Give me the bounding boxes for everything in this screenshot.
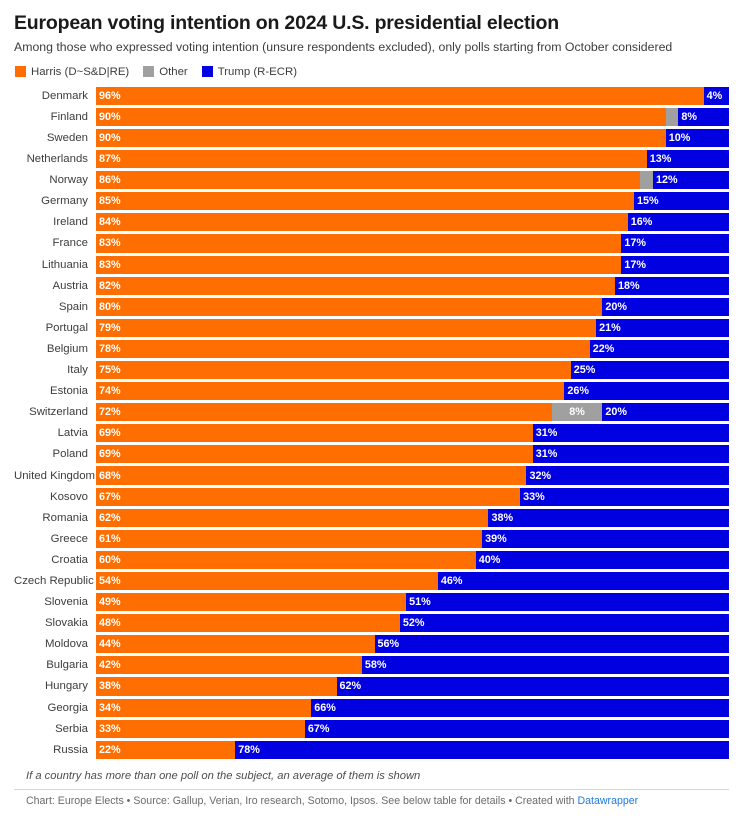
segment-value-label: 49%: [99, 596, 121, 609]
segment-value-label: 33%: [523, 490, 545, 503]
chart-credit: [14, 795, 729, 807]
segment-value-label: 21%: [599, 321, 621, 334]
country-label: United Kingdom: [14, 469, 96, 482]
segment-value-label: 87%: [99, 153, 121, 166]
bar-segment-harris[interactable]: [96, 572, 438, 590]
legend-swatch-icon: [143, 66, 154, 77]
bar-track: [96, 150, 729, 168]
bar-segment-harris[interactable]: [96, 234, 621, 252]
bar-segment-other[interactable]: [640, 171, 653, 189]
bar-track: [96, 699, 729, 717]
bar-segment-trump[interactable]: [235, 741, 729, 759]
credit-text: Chart: Europe Elects • Source: Gallup, Verian, Iro research, Sotomo, Ipsos. See below table for details • Created with: [26, 794, 578, 807]
chart-row: [14, 741, 729, 759]
chart-row: [14, 551, 729, 569]
bar-track: [96, 298, 729, 316]
chart-row: [14, 87, 729, 105]
bar-segment-harris[interactable]: [96, 488, 520, 506]
bar-track: [96, 635, 729, 653]
segment-value-label: 67%: [99, 490, 121, 503]
bar-track: [96, 129, 729, 147]
country-label: Denmark: [41, 89, 88, 102]
chart-row: [14, 129, 729, 147]
bar-segment-trump[interactable]: [571, 361, 729, 379]
bar-segment-trump[interactable]: [362, 656, 729, 674]
segment-value-label: 58%: [364, 659, 387, 672]
country-label: Norway: [49, 174, 88, 187]
segment-value-label: 69%: [99, 448, 121, 461]
segment-value-label: 4%: [706, 89, 723, 102]
country-label: Sweden: [46, 132, 88, 145]
bar-segment-trump[interactable]: [615, 277, 729, 295]
chart-row: [14, 403, 729, 421]
segment-value-label: 83%: [99, 237, 121, 250]
segment-value-label: 61%: [99, 532, 121, 545]
country-label: Moldova: [44, 638, 88, 651]
bar-segment-harris[interactable]: [96, 256, 621, 274]
bar-track: [96, 192, 729, 210]
segment-value-label: 66%: [314, 701, 336, 714]
segment-value-label: 33%: [99, 722, 121, 735]
legend-item: [202, 66, 297, 78]
chart-row: [14, 572, 729, 590]
bar-segment-harris[interactable]: [96, 129, 666, 147]
bar-segment-other[interactable]: [666, 108, 679, 126]
page-title: European voting intention on 2024 U.S. presidential election: [14, 12, 559, 34]
bar-segment-harris[interactable]: [96, 87, 704, 105]
country-label: Italy: [67, 364, 88, 377]
bar-track: [96, 403, 729, 421]
bar-track: [96, 340, 729, 358]
bar-track: [96, 277, 729, 295]
bar-segment-trump[interactable]: [602, 403, 729, 421]
bar-segment-trump[interactable]: [678, 108, 729, 126]
bar-segment-harris[interactable]: [96, 340, 590, 358]
bar-track: [96, 108, 729, 126]
country-label: Switzerland: [29, 406, 88, 419]
bar-segment-harris[interactable]: [96, 530, 482, 548]
segment-value-label: 69%: [99, 427, 121, 440]
chart-row: [14, 445, 729, 463]
chart-row: [14, 277, 729, 295]
segment-value-label: 34%: [99, 701, 121, 714]
bar-track: [96, 466, 729, 484]
segment-value-label: 90%: [99, 110, 121, 123]
segment-value-label: 96%: [99, 89, 121, 102]
segment-value-label: 22%: [99, 743, 121, 756]
bar-segment-trump[interactable]: [375, 635, 729, 653]
segment-value-label: 31%: [535, 448, 558, 461]
segment-value-label: 44%: [99, 638, 121, 651]
bar-track: [96, 256, 729, 274]
page-subtitle: Among those who expressed voting intention (unsure respondents excluded), only polls starting from October considered: [14, 40, 673, 55]
chart-row: [14, 108, 729, 126]
segment-value-label: 83%: [99, 258, 121, 271]
segment-value-label: 17%: [624, 258, 646, 271]
chart-row: [14, 424, 729, 442]
country-label: Slovakia: [44, 617, 88, 630]
segment-value-label: 62%: [339, 680, 362, 693]
bar-segment-harris[interactable]: [96, 382, 564, 400]
bar-segment-other[interactable]: [552, 403, 603, 421]
chart-row: [14, 635, 729, 653]
bar-segment-trump[interactable]: [311, 699, 729, 717]
country-label: Serbia: [55, 722, 88, 735]
bar-segment-trump[interactable]: [602, 298, 729, 316]
segment-value-label: 25%: [573, 364, 596, 377]
bar-track: [96, 656, 729, 674]
bar-segment-trump[interactable]: [482, 530, 729, 548]
legend-label: Other: [159, 65, 188, 78]
bar-segment-trump[interactable]: [337, 677, 729, 695]
bar-segment-trump[interactable]: [647, 150, 729, 168]
segment-value-label: 18%: [618, 279, 640, 292]
country-label: Finland: [50, 110, 88, 123]
segment-value-label: 46%: [440, 574, 463, 587]
country-label: Slovenia: [44, 596, 88, 609]
segment-value-label: 26%: [567, 385, 590, 398]
chart-row: [14, 677, 729, 695]
country-label: Portugal: [45, 321, 88, 334]
bar-track: [96, 614, 729, 632]
bar-track: [96, 509, 729, 527]
legend-swatch-icon: [202, 66, 213, 77]
bar-track: [96, 530, 729, 548]
bar-segment-harris[interactable]: [96, 741, 235, 759]
segment-value-label: 54%: [99, 574, 121, 587]
bar-segment-trump[interactable]: [476, 551, 729, 569]
bar-segment-trump[interactable]: [406, 593, 729, 611]
segment-value-label: 79%: [99, 321, 121, 334]
chart-row: [14, 192, 729, 210]
bar-segment-trump[interactable]: [488, 509, 729, 527]
country-label: Spain: [58, 300, 88, 313]
chart-row: [14, 509, 729, 527]
bar-segment-trump[interactable]: [621, 234, 729, 252]
chart-row: [14, 720, 729, 738]
bar-track: [96, 551, 729, 569]
bar-segment-harris[interactable]: [96, 108, 666, 126]
bar-segment-harris[interactable]: [96, 720, 305, 738]
segment-value-label: 74%: [99, 385, 121, 398]
country-label: Croatia: [51, 553, 88, 566]
country-label: Germany: [41, 195, 88, 208]
segment-value-label: 68%: [99, 469, 121, 482]
bar-track: [96, 382, 729, 400]
bar-segment-harris[interactable]: [96, 361, 571, 379]
bar-track: [96, 234, 729, 252]
legend-label: Harris (D~S&D|RE): [31, 65, 130, 78]
chart-row: [14, 382, 729, 400]
country-label: Georgia: [47, 701, 88, 714]
chart-row: [14, 150, 729, 168]
segment-value-label: 90%: [99, 132, 121, 145]
bar-segment-harris[interactable]: [96, 445, 533, 463]
bar-track: [96, 572, 729, 590]
segment-value-label: 48%: [99, 617, 121, 630]
bar-segment-harris[interactable]: [96, 213, 628, 231]
segment-value-label: 78%: [238, 743, 260, 756]
country-label: Latvia: [57, 427, 88, 440]
segment-value-label: 38%: [491, 511, 514, 524]
chart-row: [14, 614, 729, 632]
bar-segment-trump[interactable]: [596, 319, 729, 337]
country-label: France: [52, 237, 88, 250]
footer-divider: [14, 789, 729, 790]
bar-track: [96, 445, 729, 463]
bar-track: [96, 424, 729, 442]
bar-segment-harris[interactable]: [96, 424, 533, 442]
bar-segment-trump[interactable]: [704, 87, 729, 105]
bar-segment-trump[interactable]: [438, 572, 729, 590]
bar-segment-trump[interactable]: [533, 445, 729, 463]
segment-value-label: 78%: [99, 342, 121, 355]
legend-label: Trump (R-ECR): [217, 65, 298, 78]
chart-row: [14, 530, 729, 548]
country-label: Estonia: [50, 385, 88, 398]
bar-track: [96, 171, 729, 189]
segment-value-label: 22%: [592, 342, 615, 355]
segment-value-label: 13%: [649, 153, 672, 166]
segment-value-label: 85%: [99, 195, 121, 208]
country-label: Belgium: [46, 342, 88, 355]
bar-segment-harris[interactable]: [96, 277, 615, 295]
chart-legend: [14, 66, 729, 78]
bar-segment-trump[interactable]: [590, 340, 729, 358]
bar-segment-trump[interactable]: [305, 720, 729, 738]
bar-segment-harris[interactable]: [96, 509, 488, 527]
segment-value-label: 39%: [485, 532, 507, 545]
segment-value-label: 17%: [624, 237, 646, 250]
segment-value-label: 67%: [307, 722, 330, 735]
bar-segment-harris[interactable]: [96, 593, 406, 611]
country-label: Austria: [52, 279, 88, 292]
segment-value-label: 51%: [409, 596, 431, 609]
segment-value-label: 40%: [478, 553, 501, 566]
chart-row: [14, 213, 729, 231]
segment-value-label: 82%: [99, 279, 121, 292]
segment-value-label: 31%: [535, 427, 558, 440]
country-label: Greece: [50, 532, 88, 545]
segment-value-label: 8%: [569, 406, 585, 419]
bar-segment-trump[interactable]: [628, 213, 729, 231]
bar-segment-harris[interactable]: [96, 298, 602, 316]
bar-track: [96, 720, 729, 738]
segment-value-label: 16%: [630, 216, 653, 229]
bar-segment-trump[interactable]: [400, 614, 729, 632]
bar-track: [96, 319, 729, 337]
bar-segment-harris[interactable]: [96, 635, 375, 653]
chart-row: [14, 699, 729, 717]
segment-value-label: 56%: [377, 638, 400, 651]
legend-swatch-icon: [15, 66, 26, 77]
country-label: Russia: [53, 743, 88, 756]
chart-row: [14, 256, 729, 274]
bar-track: [96, 213, 729, 231]
chart-row: [14, 488, 729, 506]
segment-value-label: 15%: [637, 195, 659, 208]
bar-segment-harris[interactable]: [96, 551, 476, 569]
chart-row: [14, 234, 729, 252]
bar-segment-harris[interactable]: [96, 171, 640, 189]
bar-track: [96, 87, 729, 105]
segment-value-label: 10%: [668, 132, 691, 145]
segment-value-label: 52%: [402, 617, 425, 630]
bar-track: [96, 488, 729, 506]
chart-row: [14, 171, 729, 189]
country-label: Czech Republic: [14, 574, 94, 587]
legend-item: [15, 66, 129, 78]
chart-row: [14, 319, 729, 337]
chart-row: [14, 298, 729, 316]
legend-item: [143, 66, 188, 78]
bar-segment-trump[interactable]: [533, 424, 729, 442]
segment-value-label: 8%: [681, 110, 697, 123]
bar-segment-trump[interactable]: [634, 192, 729, 210]
segment-value-label: 86%: [99, 174, 121, 187]
country-label: Netherlands: [26, 153, 88, 166]
bar-track: [96, 361, 729, 379]
country-label: Lithuania: [41, 258, 88, 271]
footer-note: If a country has more than one poll on the subject, an average of them is shown: [26, 769, 421, 782]
bar-segment-trump[interactable]: [666, 129, 729, 147]
bar-track: [96, 741, 729, 759]
chart-row: [14, 340, 729, 358]
country-label: Bulgaria: [46, 659, 88, 672]
segment-value-label: 20%: [605, 300, 628, 313]
segment-value-label: 80%: [99, 300, 121, 313]
segment-value-label: 12%: [656, 174, 678, 187]
bar-segment-harris[interactable]: [96, 614, 400, 632]
country-label: Ireland: [53, 216, 88, 229]
chart-row: [14, 466, 729, 484]
bar-segment-trump[interactable]: [564, 382, 729, 400]
bar-segment-harris[interactable]: [96, 150, 647, 168]
bar-segment-trump[interactable]: [653, 171, 729, 189]
segment-value-label: 60%: [99, 553, 121, 566]
segment-value-label: 62%: [99, 511, 121, 524]
segment-value-label: 84%: [99, 216, 121, 229]
segment-value-label: 20%: [605, 406, 627, 419]
segment-value-label: 38%: [99, 680, 121, 693]
country-label: Hungary: [44, 680, 88, 693]
chart-row: [14, 361, 729, 379]
country-label: Kosovo: [50, 490, 88, 503]
bar-segment-harris[interactable]: [96, 677, 337, 695]
segment-value-label: 72%: [99, 406, 121, 419]
bar-segment-trump[interactable]: [526, 466, 729, 484]
chart-row: [14, 593, 729, 611]
segment-value-label: 32%: [529, 469, 552, 482]
bar-segment-harris[interactable]: [96, 656, 362, 674]
country-label: Romania: [42, 511, 88, 524]
bar-segment-harris[interactable]: [96, 319, 596, 337]
chart-row: [14, 656, 729, 674]
bar-track: [96, 677, 729, 695]
bar-segment-trump[interactable]: [520, 488, 729, 506]
datawrapper-link[interactable]: Datawrapper: [577, 794, 639, 807]
bar-segment-harris[interactable]: [96, 192, 634, 210]
segment-value-label: 42%: [99, 659, 121, 672]
bar-segment-harris[interactable]: [96, 699, 311, 717]
bar-segment-harris[interactable]: [96, 403, 552, 421]
segment-value-label: 75%: [99, 364, 121, 377]
country-label: Poland: [52, 448, 88, 461]
stacked-bar-chart: [14, 87, 729, 759]
bar-segment-trump[interactable]: [621, 256, 729, 274]
bar-track: [96, 593, 729, 611]
bar-segment-harris[interactable]: [96, 466, 526, 484]
